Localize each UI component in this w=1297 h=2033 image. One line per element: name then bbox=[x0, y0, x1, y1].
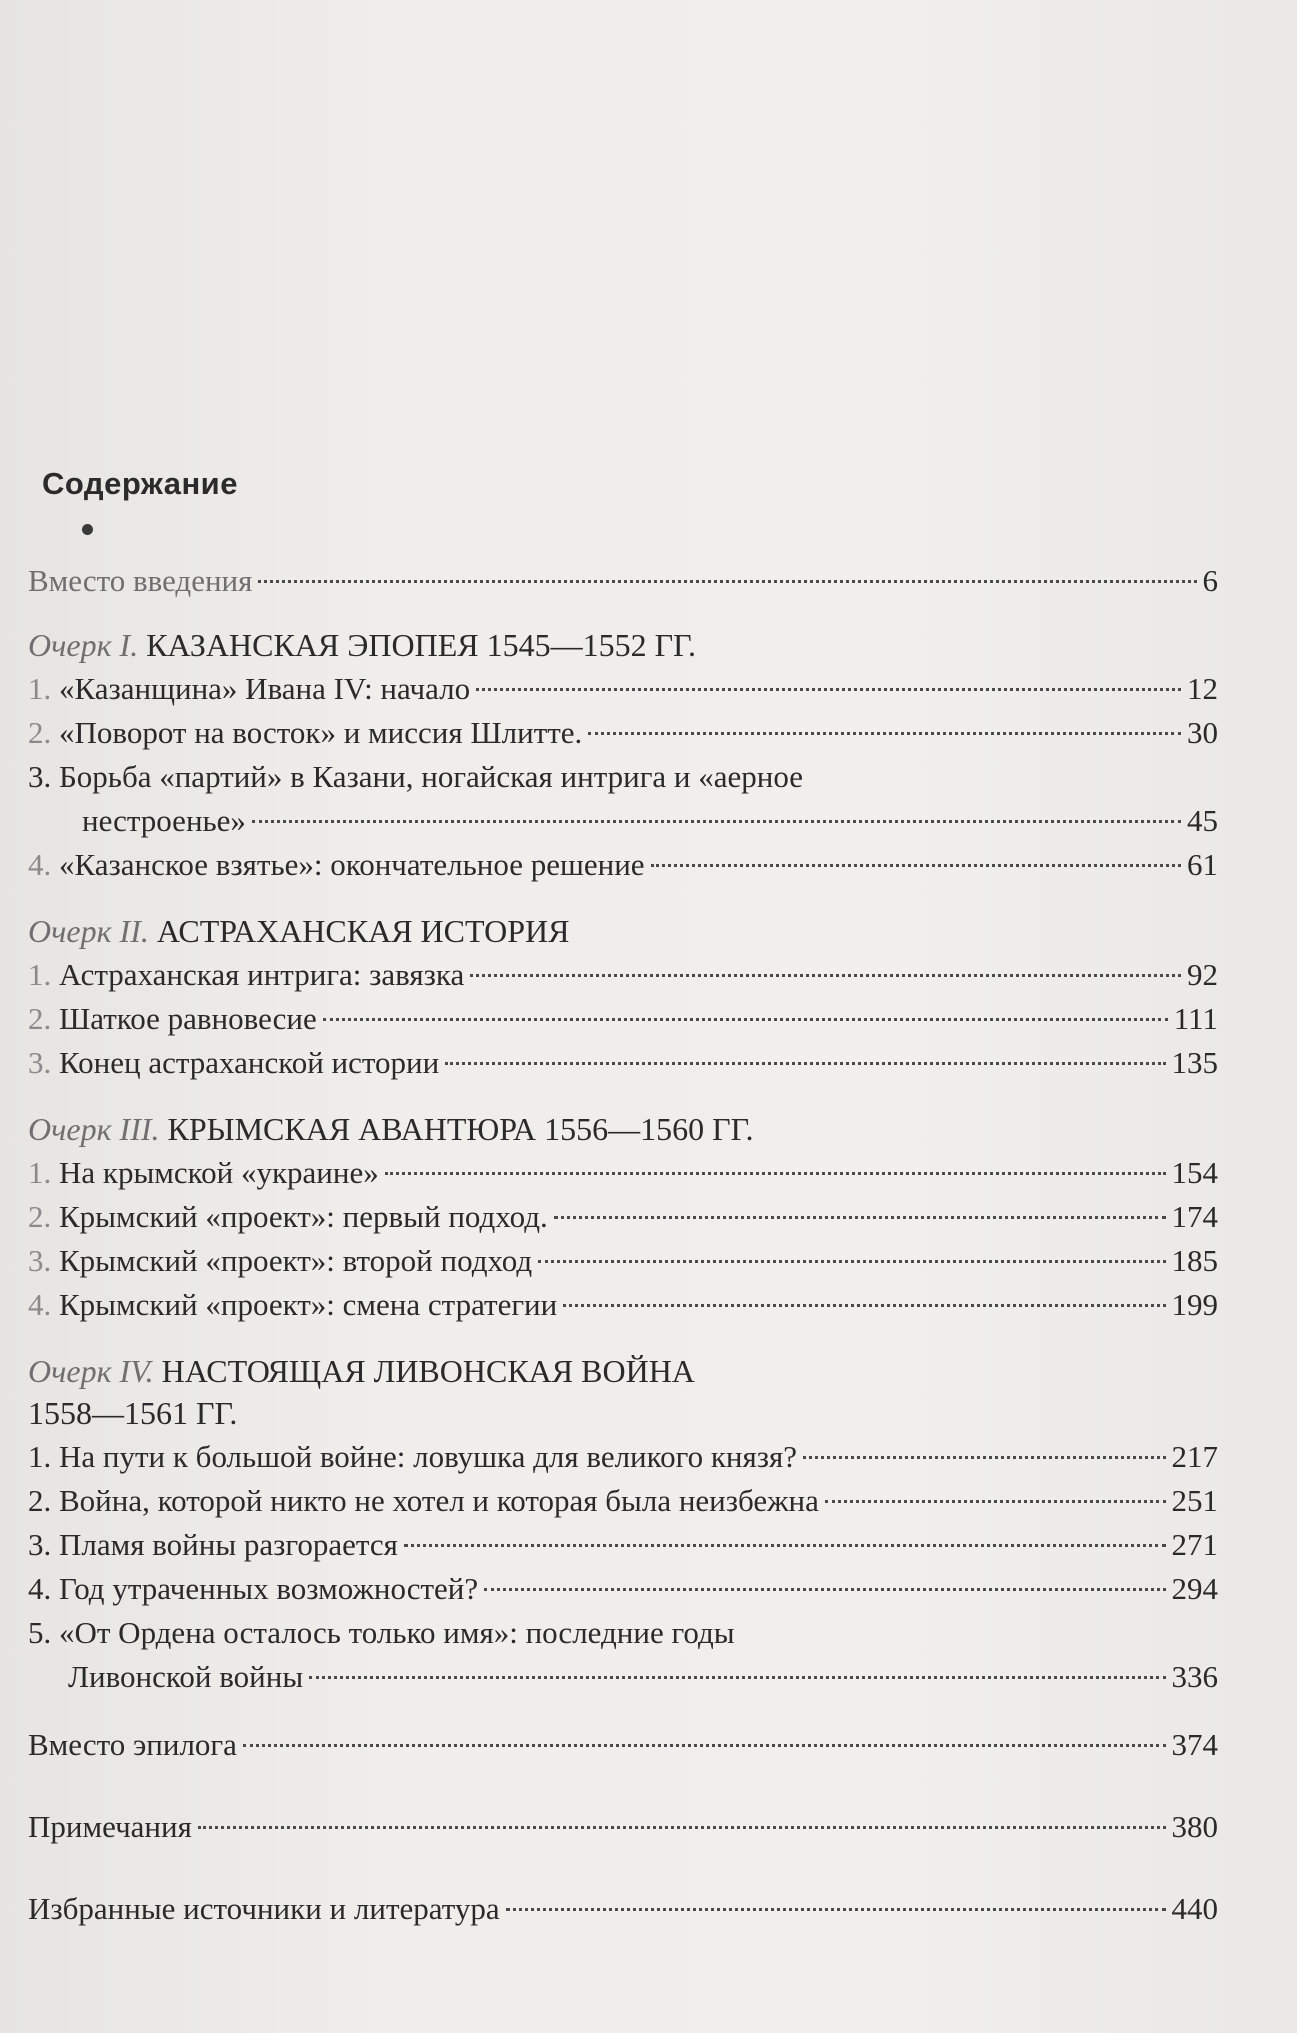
page-number: 135 bbox=[1171, 1045, 1218, 1080]
section-label: Очерк III. bbox=[28, 1111, 160, 1147]
entry-title: Борьба «партий» в Казани, ногайская интрига и «аерное bbox=[59, 759, 804, 794]
toc-entry-continuation[interactable] bbox=[82, 800, 1218, 842]
toc-entry-label: Примечания bbox=[28, 1809, 192, 1844]
leader-dots bbox=[588, 732, 1181, 735]
entry-number: 2. bbox=[28, 1001, 52, 1036]
leader-dots bbox=[554, 1216, 1166, 1219]
section-heading-ocherk-2 bbox=[28, 910, 569, 952]
entry-title: Астраханская интрига: завязка bbox=[59, 957, 465, 992]
toc-entry-label: Избранные источники и литература bbox=[28, 1891, 500, 1926]
entry-number: 1. bbox=[28, 1155, 52, 1190]
toc-entry[interactable] bbox=[28, 954, 1218, 996]
section-label: Очерк II. bbox=[28, 913, 149, 949]
entry-title: На крымской «украине» bbox=[59, 1155, 379, 1190]
leader-dots bbox=[651, 864, 1181, 867]
entry-title: Крымский «проект»: первый подход. bbox=[59, 1199, 548, 1234]
toc-entry-continuation[interactable] bbox=[68, 1656, 1218, 1698]
toc-entry-label: Вместо введения bbox=[28, 563, 253, 598]
section-title: КРЫМСКАЯ АВАНТЮРА 1556—1560 ГГ. bbox=[167, 1111, 754, 1147]
toc-entry[interactable] bbox=[28, 1240, 1218, 1282]
entry-title: «От Ордена осталось только имя»: последние годы bbox=[59, 1615, 735, 1650]
page-number: 174 bbox=[1171, 1199, 1218, 1234]
section-heading-ocherk-4 bbox=[28, 1350, 695, 1392]
page-number: 111 bbox=[1173, 1001, 1218, 1036]
leader-dots bbox=[323, 1018, 1168, 1021]
leader-dots bbox=[258, 580, 1196, 583]
toc-entry-label: Вместо эпилога bbox=[28, 1727, 237, 1762]
entry-number: 2. bbox=[28, 1483, 52, 1518]
section-title: КАЗАНСКАЯ ЭПОПЕЯ 1545—1552 ГГ. bbox=[146, 627, 696, 663]
page-number: 92 bbox=[1187, 957, 1218, 992]
toc-entry[interactable] bbox=[28, 1568, 1218, 1610]
leader-dots bbox=[506, 1908, 1166, 1911]
entry-number: 1. bbox=[28, 1439, 52, 1474]
entry-number: 3. bbox=[28, 1243, 52, 1278]
leader-dots bbox=[252, 820, 1181, 823]
section-title-continuation: 1558—1561 ГГ. bbox=[28, 1395, 238, 1431]
toc-entry-intro[interactable] bbox=[28, 560, 1218, 602]
section-label: Очерк I. bbox=[28, 627, 139, 663]
page-number: 199 bbox=[1171, 1287, 1218, 1322]
section-title: АСТРАХАНСКАЯ ИСТОРИЯ bbox=[156, 913, 570, 949]
entry-number: 4. bbox=[28, 1287, 52, 1322]
entry-title: Крымский «проект»: смена стратегии bbox=[59, 1287, 558, 1322]
page-number: 251 bbox=[1171, 1483, 1218, 1518]
toc-entry[interactable] bbox=[28, 844, 1218, 886]
leader-dots bbox=[243, 1744, 1166, 1747]
entry-title: «Поворот на восток» и миссия Шлитте. bbox=[59, 715, 583, 750]
leader-dots bbox=[484, 1588, 1165, 1591]
entry-number: 1. bbox=[28, 671, 52, 706]
entry-number: 2. bbox=[28, 1199, 52, 1234]
entry-number: 3. bbox=[28, 1527, 52, 1562]
section-heading-ocherk-3 bbox=[28, 1108, 753, 1150]
section-heading-ocherk-1 bbox=[28, 624, 696, 666]
page-number: 185 bbox=[1171, 1243, 1218, 1278]
page-number: 154 bbox=[1171, 1155, 1218, 1190]
toc-entry[interactable] bbox=[28, 1196, 1218, 1238]
entry-title: «Казанское взятье»: окончательное решение bbox=[59, 847, 645, 882]
entry-number: 5. bbox=[28, 1615, 52, 1650]
toc-entry[interactable] bbox=[28, 998, 1218, 1040]
toc-entry-notes[interactable] bbox=[28, 1806, 1218, 1848]
page-number: 217 bbox=[1171, 1439, 1218, 1474]
toc-entry-sources[interactable] bbox=[28, 1888, 1218, 1930]
toc-entry-first-line[interactable] bbox=[28, 1612, 735, 1654]
section-label: Очерк IV. bbox=[28, 1353, 154, 1389]
entry-title: «Казанщина» Ивана IV: начало bbox=[59, 671, 471, 706]
section-heading-ocherk-4-line-2 bbox=[28, 1392, 237, 1434]
leader-dots bbox=[563, 1304, 1165, 1307]
toc-entry[interactable] bbox=[28, 712, 1218, 754]
entry-title: Война, которой никто не хотел и которая была неизбежна bbox=[59, 1483, 819, 1518]
entry-title: Конец астраханской истории bbox=[59, 1045, 440, 1080]
toc-entry[interactable] bbox=[28, 668, 1218, 710]
toc-entry[interactable] bbox=[28, 1042, 1218, 1084]
page-number: 30 bbox=[1187, 715, 1218, 750]
page-number: 6 bbox=[1202, 563, 1218, 598]
page-number: 294 bbox=[1171, 1571, 1218, 1606]
leader-dots bbox=[198, 1826, 1166, 1829]
toc-entry[interactable] bbox=[28, 1436, 1218, 1478]
leader-dots bbox=[476, 688, 1181, 691]
page-number: 336 bbox=[1171, 1659, 1218, 1694]
page-number: 380 bbox=[1171, 1809, 1218, 1844]
toc-entry-first-line[interactable] bbox=[28, 756, 803, 798]
entry-number: 1. bbox=[28, 957, 52, 992]
page-number: 12 bbox=[1187, 671, 1218, 706]
page-number: 271 bbox=[1171, 1527, 1218, 1562]
leader-dots bbox=[385, 1172, 1166, 1175]
entry-title-continuation: Ливонской войны bbox=[68, 1659, 304, 1694]
page-number: 374 bbox=[1171, 1727, 1218, 1762]
toc-title: Содержание bbox=[42, 466, 238, 501]
toc-entry[interactable] bbox=[28, 1152, 1218, 1194]
entry-title: Год утраченных возможностей? bbox=[59, 1571, 479, 1606]
bullet-mark bbox=[82, 524, 93, 535]
entry-number: 4. bbox=[28, 847, 52, 882]
entry-title: Пламя войны разгорается bbox=[59, 1527, 398, 1562]
leader-dots bbox=[825, 1500, 1166, 1503]
entry-number: 2. bbox=[28, 715, 52, 750]
leader-dots bbox=[803, 1456, 1166, 1459]
leader-dots bbox=[404, 1544, 1166, 1547]
leader-dots bbox=[309, 1676, 1165, 1679]
page-number: 440 bbox=[1171, 1891, 1218, 1926]
entry-title: Шаткое равновесие bbox=[59, 1001, 317, 1036]
leader-dots bbox=[470, 974, 1181, 977]
entry-title: На пути к большой войне: ловушка для великого князя? bbox=[59, 1439, 797, 1474]
entry-number: 4. bbox=[28, 1571, 52, 1606]
toc-entry[interactable] bbox=[28, 1284, 1218, 1326]
toc-entry-epilogue[interactable] bbox=[28, 1724, 1218, 1766]
entry-title: Крымский «проект»: второй подход bbox=[59, 1243, 533, 1278]
toc-entry[interactable] bbox=[28, 1480, 1218, 1522]
toc-entry[interactable] bbox=[28, 1524, 1218, 1566]
leader-dots bbox=[538, 1260, 1165, 1263]
entry-number: 3. bbox=[28, 759, 52, 794]
section-title: НАСТОЯЩАЯ ЛИВОНСКАЯ ВОЙНА bbox=[161, 1353, 695, 1389]
page-number: 61 bbox=[1187, 847, 1218, 882]
leader-dots bbox=[445, 1062, 1165, 1065]
entry-number: 3. bbox=[28, 1045, 52, 1080]
page-number: 45 bbox=[1187, 803, 1218, 838]
entry-title-continuation: нестроенье» bbox=[82, 803, 246, 838]
